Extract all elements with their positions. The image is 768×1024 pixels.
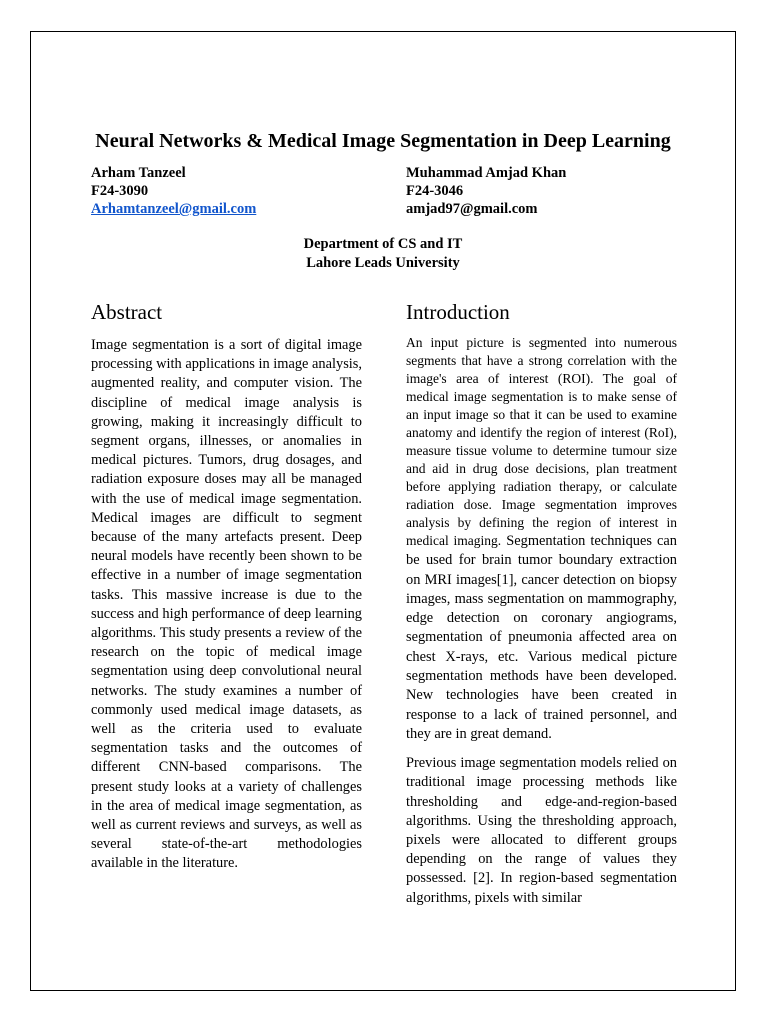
intro-text-large: Segmentation techniques can be used for brain tumor boundary extraction on MRI images[1], cancer detection on biopsy images, mass segmentation on mammography, edge detection on coronary angiograms, segmentation of pneumonia affected area on chest X-rays, etc. Various medical picture segmentation methods have been developed. New technologies have been created in response to a lack of trained personnel, and they are in great demand. xyxy=(406,533,677,742)
affiliation xyxy=(30,235,736,272)
intro-text-small: An input picture is segmented into numerous segments that have a strong correlation with the image's area of interest (ROI). The goal of medical image segmentation is to make sense of an input image so that it can be used to examine anatomy and identify the region of interest (RoI), measure tissue volume to determine tumour size and aid in drug dose decisions, plan treatment before applying radiation therapy, or calculate radiation dose. Image segmentation improves analysis by defining the region of interest in medical imaging. xyxy=(406,335,677,548)
paper-title: Neural Networks & Medical Image Segmentation in Deep Learning xyxy=(95,130,671,152)
author-block-1 xyxy=(91,164,256,218)
introduction-paragraph-2: Previous image segmentation models relied on traditional image processing methods like thresholding and edge-and-region-based algorithms. Using the thresholding approach, pixels were allocated to different groups depending on the range of values they possessed. [2]. In region-based segmentation algorithms, pixels with similar xyxy=(406,755,677,906)
author-id: F24-3090 xyxy=(91,183,149,199)
author-email-link[interactable]: Arhamtanzeel@gmail.com xyxy=(91,201,257,217)
author-name: Muhammad Amjad Khan xyxy=(406,165,567,181)
author-email: amjad97@gmail.com xyxy=(406,201,538,217)
introduction-column xyxy=(406,334,677,908)
introduction-heading: Introduction xyxy=(406,300,510,324)
author-id: F24-3046 xyxy=(406,183,464,199)
abstract-paragraph: Image segmentation is a sort of digital image processing with applications in image analysis, augmented reality, and computer vision. The discipline of medical image analysis is growing, making it increasingly difficult to segment organs, illnesses, or anomalies in medical pictures. Tumors, drug dosages, and radiation exposure doses may all be managed with the use of medical image segmentation. Medical images are difficult to segment because of the many artefacts present. Deep neural models have recently been shown to be effective in a number of image segmentation tasks. This massive increase is due to the success and high performance of deep learning algorithms. This study presents a review of the research on the topic of medical image segmentation using deep convolutional neural networks. The study examines a number of commonly used medical image datasets, as well as the criteria used to evaluate segmentation tasks and the outcomes of different CNN-based comparisons. The present study looks at a variety of challenges in the area of medical image segmentation, as well as current reviews and surveys, as well as several state-of-the-art methodologies available in the literature. xyxy=(91,337,362,872)
department: Department of CS and IT xyxy=(303,236,463,252)
abstract-column xyxy=(91,336,362,874)
author-block-2 xyxy=(406,164,566,218)
author-name: Arham Tanzeel xyxy=(91,165,186,181)
university: Lahore Leads University xyxy=(306,254,460,271)
abstract-heading: Abstract xyxy=(91,300,163,324)
introduction-paragraph-1 xyxy=(406,334,677,744)
